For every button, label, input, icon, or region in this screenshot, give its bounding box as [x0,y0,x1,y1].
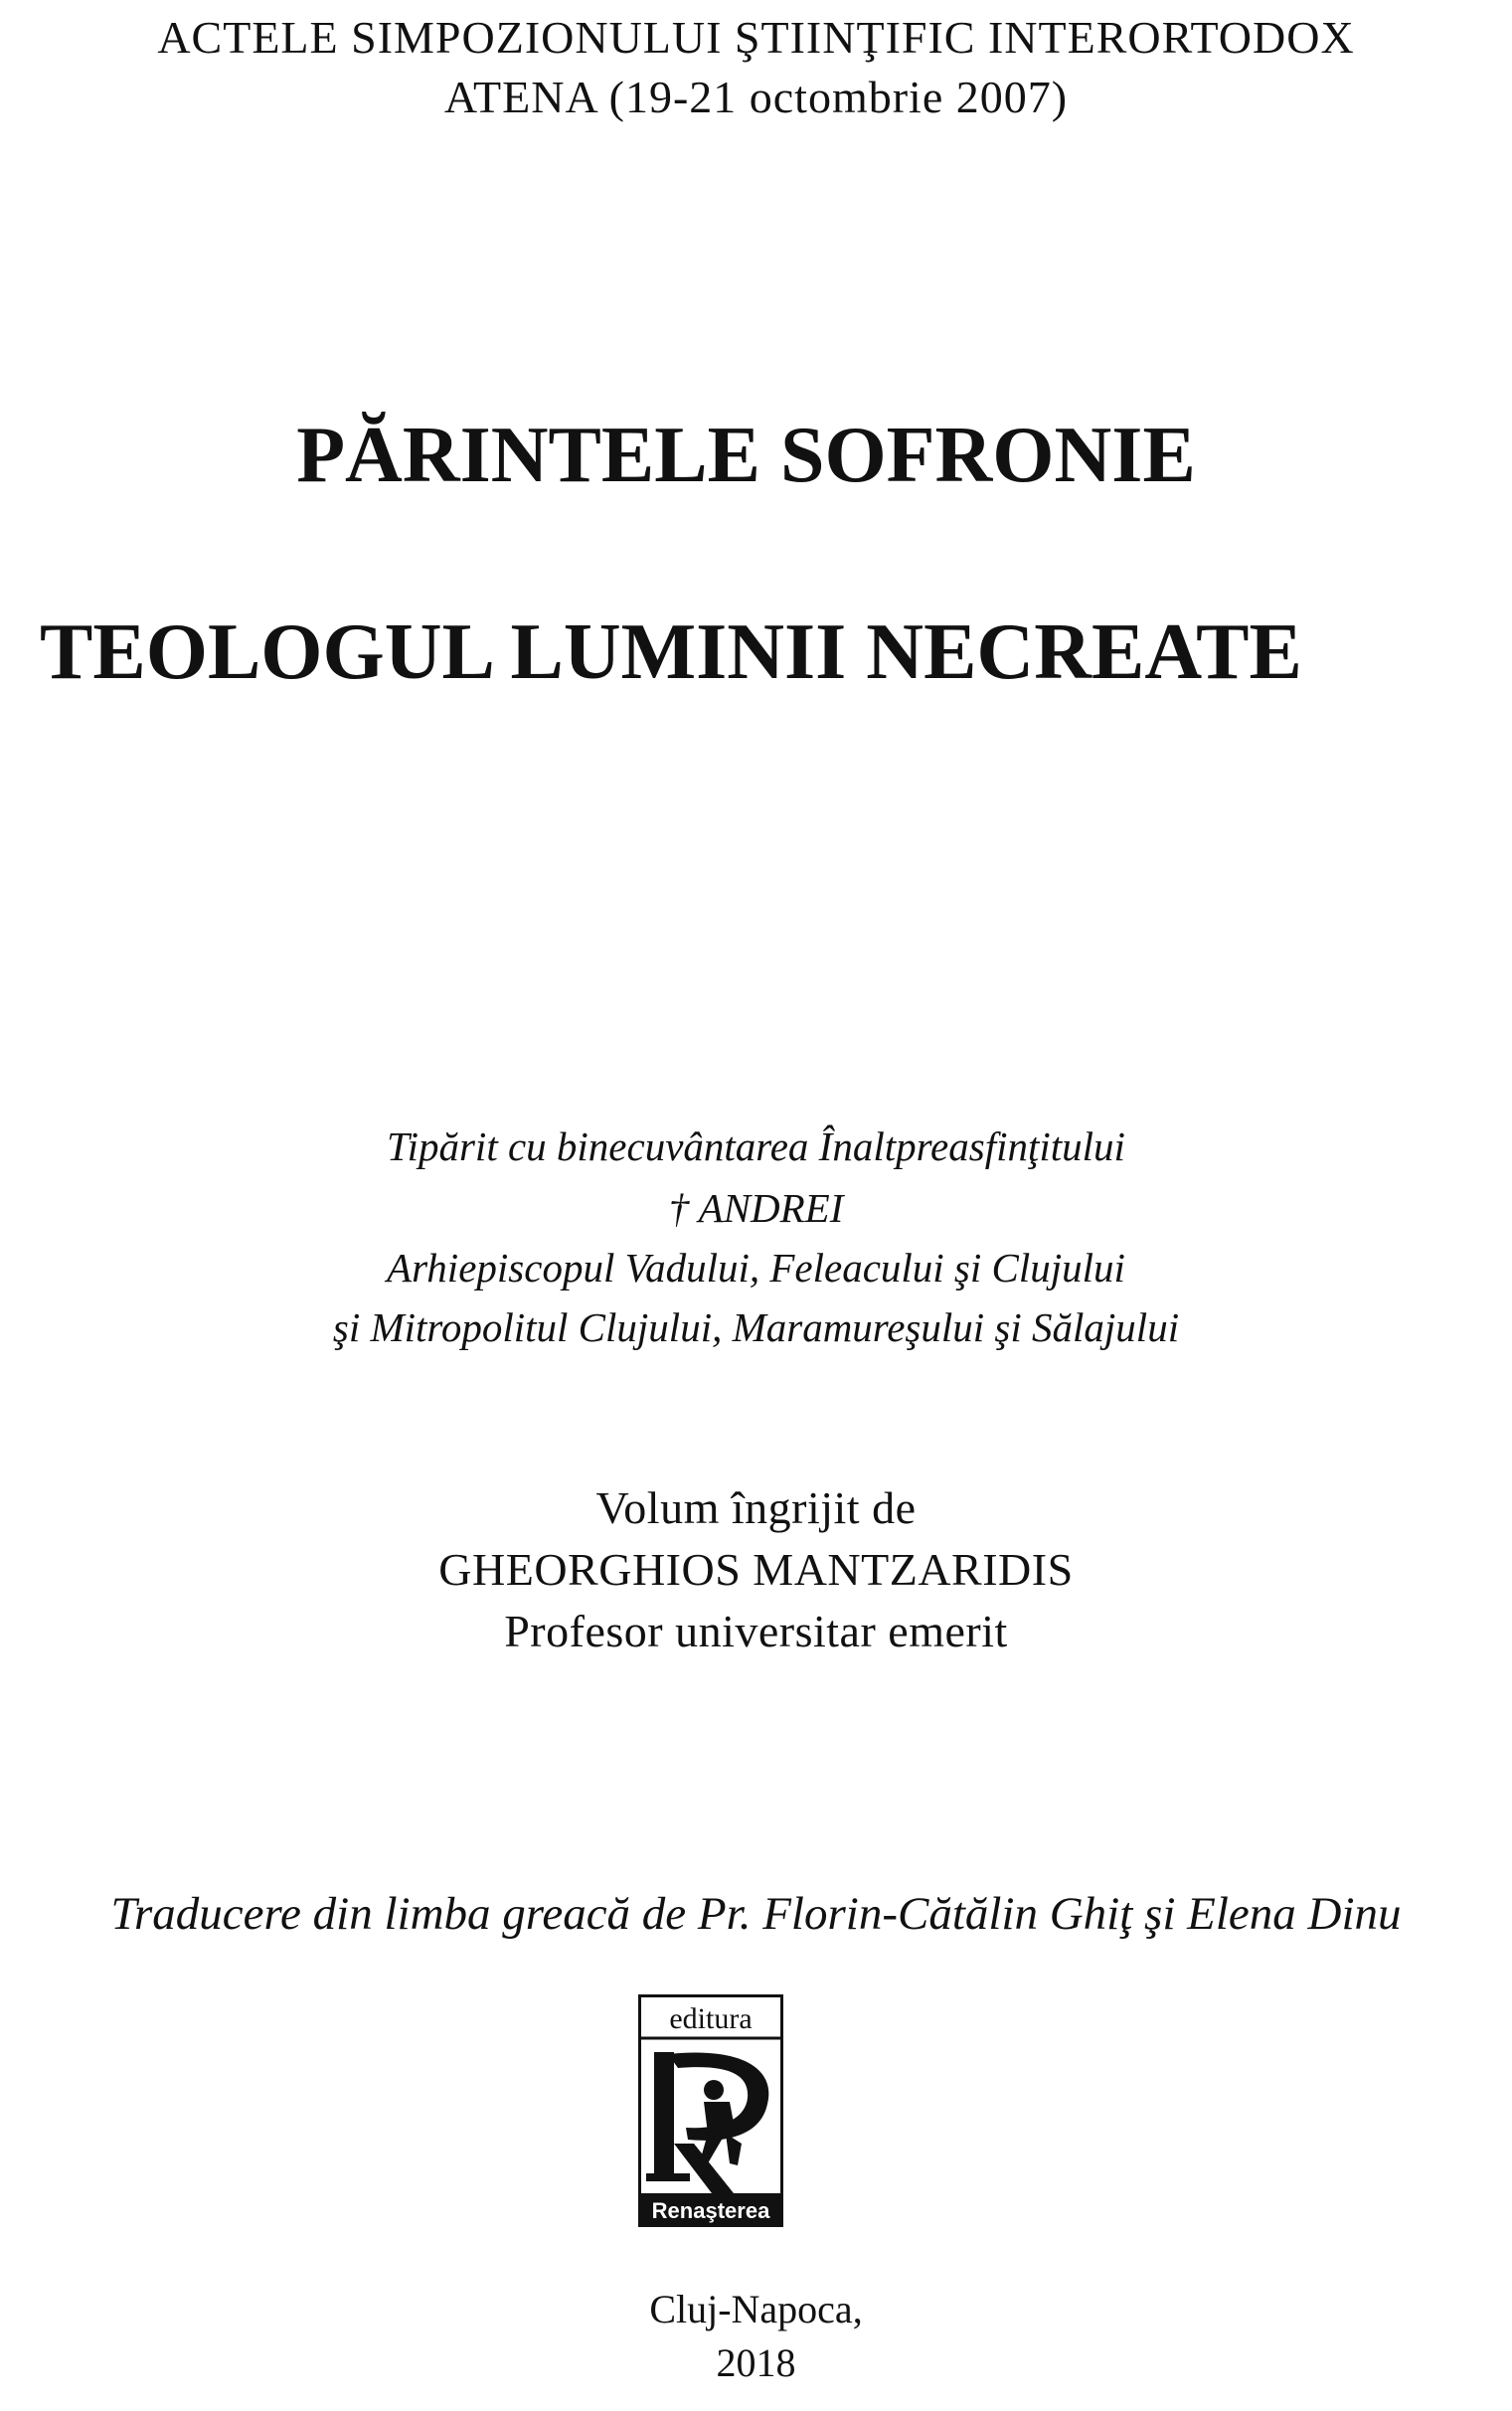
blessing-line4: şi Mitropolitul Clujului, Maramureşului şi Sălajului [332,1304,1180,1350]
imprint-year: 2018 [716,2340,796,2385]
translation-credit: Traducere din limba greacă de Pr. Florin-Cătălin Ghiţ şi Elena Dinu [110,1888,1402,1940]
symposium-location-date: ATENA (19-21 octombrie 2007) [443,72,1069,122]
editor-role: Profesor universitar emerit [504,1606,1008,1656]
blessing-line3: Arhiepiscopul Vadului, Feleacului şi Clujului [387,1245,1125,1291]
blessing-line1: Tipărit cu binecuvântarea Înaltpreasfinţitului [387,1123,1125,1169]
editor-intro: Volum îngrijit de [595,1482,917,1533]
book-title-line2: TEOLOGUL LUMINII NECREATE [40,608,1302,696]
publisher-logo-bottom-label: Renaşterea [651,2198,770,2223]
publisher-logo-top-label: editura [669,2002,753,2035]
book-title-line1: PĂRINTELE SOFRONIE [296,412,1196,499]
blessing-line2: † ANDREI [668,1185,844,1231]
publisher-logo [638,1994,783,2227]
imprint-city: Cluj-Napoca, [649,2287,863,2331]
editor-name: GHEORGHIOS MANTZARIDIS [438,1544,1074,1595]
symposium-title: ACTELE SIMPOZIONULUI ŞTIINŢIFIC INTERORTODOX [157,12,1355,63]
